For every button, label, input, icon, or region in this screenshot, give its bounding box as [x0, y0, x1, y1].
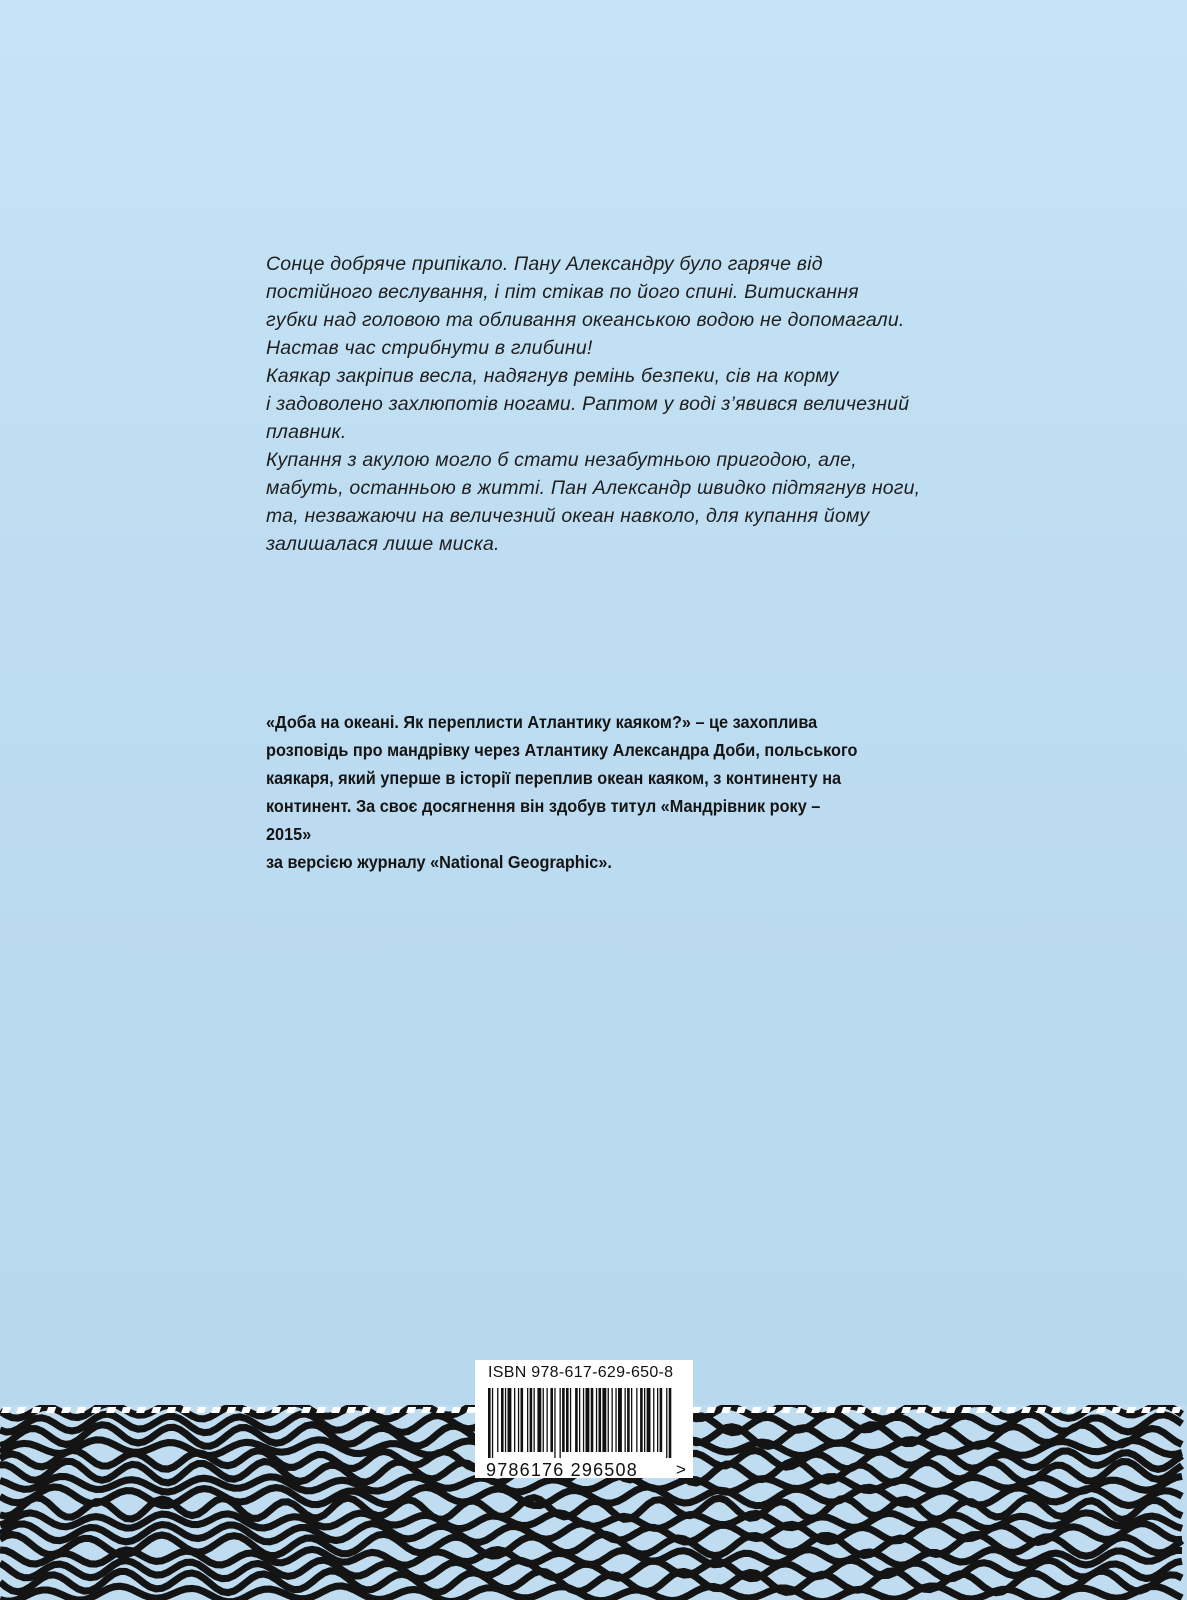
barcode-bar [631, 1388, 632, 1452]
excerpt-line: Каякар закріпив весла, надягнув ремінь безпеки, сів на корму [266, 365, 839, 387]
barcode-bar [570, 1388, 571, 1452]
description-line: каякаря, який уперше в історії переплив океан каяком, з континенту на [266, 768, 842, 788]
description-line: континент. За своє досягнення він здобув титул «Мандрівник року – 2015» [266, 796, 821, 844]
isbn-label: ISBN 978-617-629-650-8 [488, 1364, 674, 1381]
barcode-bar [647, 1388, 651, 1452]
barcode-bar [591, 1388, 594, 1452]
barcode-bar [488, 1388, 491, 1458]
barcode-bar [625, 1388, 626, 1452]
barcode-bar [618, 1388, 622, 1452]
barcode-bar [579, 1388, 580, 1452]
barcode-bar [669, 1388, 672, 1458]
description-line: розповідь про мандрівку через Атлантику Александра Доби, польського [266, 740, 858, 760]
barcode-bar [586, 1388, 590, 1452]
barcode-arrow-icon: > [676, 1460, 686, 1479]
excerpt-line: Сонце добряче припікало. Пану Александру було гаряче від [266, 253, 823, 275]
barcode-bar [547, 1388, 548, 1452]
barcode-bar [640, 1388, 643, 1452]
barcode-bar [666, 1388, 667, 1458]
barcode-bar [492, 1388, 493, 1458]
barcode-bar [575, 1388, 578, 1452]
barcode-bar [599, 1388, 602, 1452]
barcode-bar [653, 1388, 654, 1452]
barcode-bar [521, 1388, 524, 1452]
barcode-bar [508, 1388, 512, 1452]
barcode-bar [554, 1388, 555, 1458]
excerpt-line: постійного веслування, і піт стікав по його спині. Витискання [266, 281, 859, 303]
barcode-bar [583, 1388, 584, 1452]
book-description [266, 708, 861, 876]
excerpt-line: залишалася лише миска. [266, 533, 500, 555]
barcode-bar [527, 1388, 528, 1452]
barcode-bar [537, 1388, 541, 1452]
barcode-bar [660, 1388, 663, 1452]
barcode-bar [612, 1388, 613, 1452]
excerpt-line: та, незважаючи на величезний океан навколо, для купання йому [266, 505, 870, 527]
barcode-bar [657, 1388, 658, 1452]
barcode-bar [644, 1388, 645, 1452]
barcode-bar [501, 1388, 504, 1452]
barcode-bar [562, 1388, 565, 1452]
barcode-bar [514, 1388, 515, 1452]
description-line: за версією журналу «National Geographic». [266, 852, 612, 872]
barcode-bar [543, 1388, 544, 1452]
excerpt-line: і задоволено захлюпотів ногами. Раптом у воді з’явився величезний [266, 393, 910, 415]
barcode-bar [550, 1388, 553, 1452]
description-line: «Доба на океані. Як переплисти Атлантику каяком?» – це захоплива [266, 712, 818, 732]
barcode-bar [566, 1388, 569, 1452]
barcode-bar [530, 1388, 533, 1452]
barcode-bar [505, 1388, 506, 1452]
barcode-bar [518, 1388, 519, 1452]
barcode-digits: 9786176 296508 [486, 1460, 638, 1480]
barcode-bar [608, 1388, 609, 1452]
barcode-bar [534, 1388, 535, 1452]
barcode-bar [636, 1388, 637, 1452]
barcode-bar [615, 1388, 616, 1452]
barcode-bar [497, 1388, 498, 1452]
excerpt-line: губки над головою та обливання океанською водою не допомагали. [266, 309, 905, 331]
excerpt-line: мабуть, останньою в житті. Пан Александр швидко підтягнув ноги, [266, 477, 921, 499]
barcode [486, 1388, 672, 1458]
excerpt-line: Настав час стрибнути в глибини! [266, 337, 593, 359]
barcode-bar [627, 1388, 630, 1452]
excerpt-line: плавник. [266, 421, 347, 443]
barcode-bar [560, 1388, 561, 1458]
excerpt-line: Купання з акулою могло б стати незабутньою пригодою, але, [266, 449, 857, 471]
barcode-bar [596, 1388, 597, 1452]
barcode-bar [602, 1388, 606, 1452]
story-excerpt [266, 250, 956, 558]
